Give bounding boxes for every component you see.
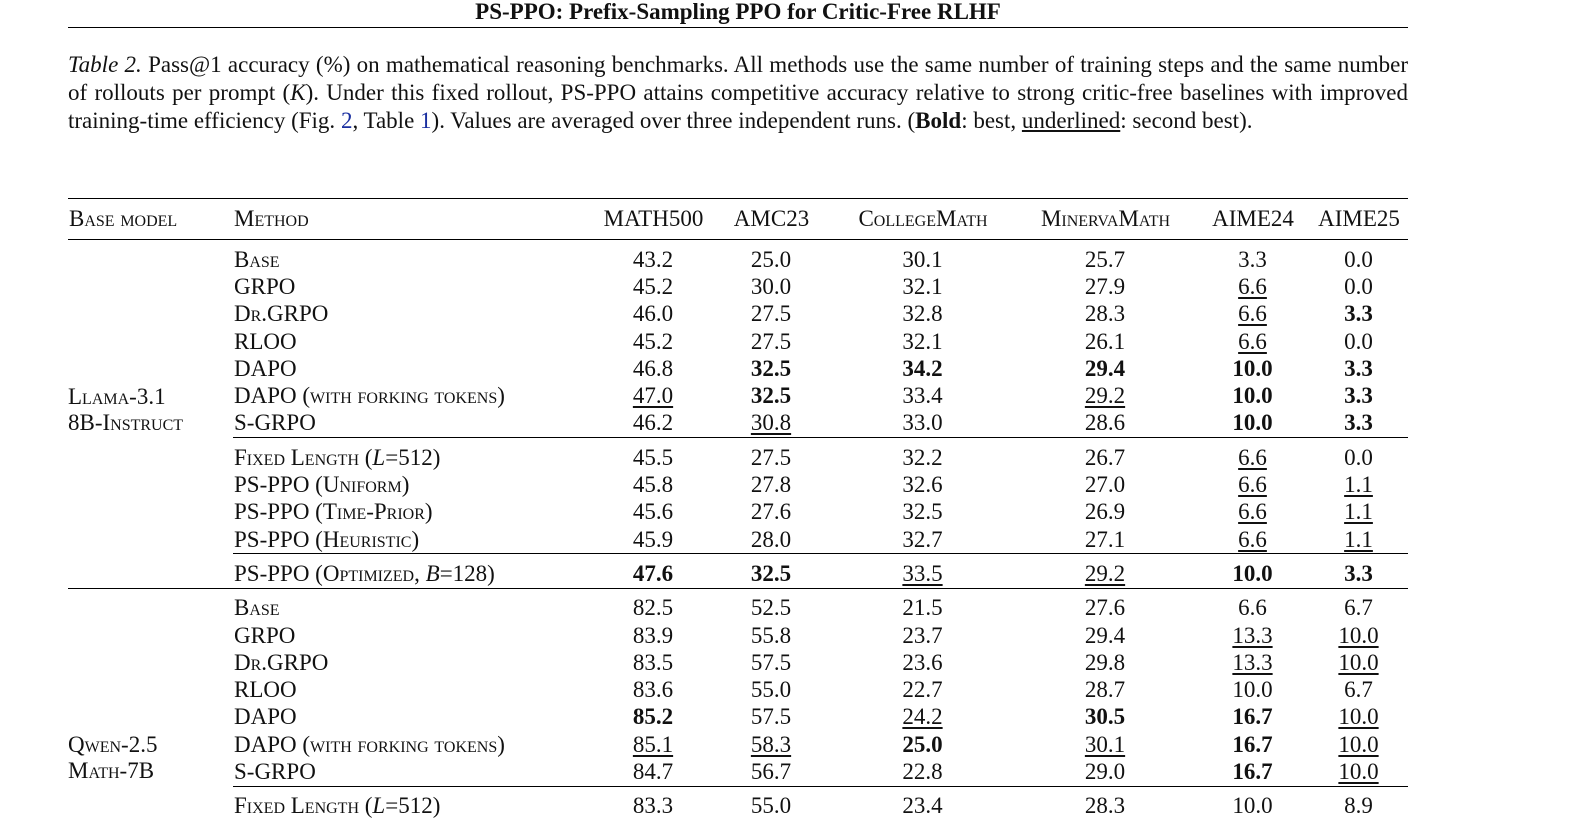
- value-cell: 6.6: [1238, 526, 1267, 552]
- value-cell: 83.6: [632, 677, 674, 703]
- value-cell: 3.3: [1309, 554, 1408, 588]
- value-cell: 3.3: [1344, 383, 1373, 409]
- table-row: [68, 786, 1408, 820]
- value-cell: 25.0: [902, 731, 943, 757]
- value-cell: 16.7: [1232, 704, 1273, 730]
- value-cell: 10.0: [1232, 410, 1273, 436]
- method-cell: DAPO (with forking tokens): [234, 383, 505, 409]
- method-cell: DAPO (with forking tokens): [234, 731, 505, 757]
- value-cell: 6.7: [1344, 677, 1373, 703]
- column-header: CollegeMath: [858, 206, 988, 231]
- table-row: [68, 554, 1408, 588]
- method-cell: RLOO: [234, 677, 297, 703]
- value-cell: 10.0: [1338, 649, 1379, 675]
- value-cell: 32.6: [902, 472, 943, 498]
- value-cell: 10.0: [1232, 355, 1273, 381]
- value-cell: 46.2: [632, 410, 674, 436]
- value-cell: 30.0: [750, 273, 792, 299]
- table-row: [68, 328, 1408, 355]
- base-model-cell: [68, 240, 233, 438]
- table-row: [68, 410, 1408, 438]
- table-body: [68, 240, 1408, 820]
- value-cell: 27.0: [1084, 472, 1126, 498]
- value-cell: 6.6: [1238, 595, 1267, 621]
- method-cell: PS-PPO (Time-Prior): [234, 499, 433, 525]
- value-cell: 10.0: [1338, 622, 1379, 648]
- value-cell: 3.3: [1344, 301, 1373, 327]
- caption-text: ). Under this fixed rollout, PS-PPO attains competitive accuracy relative to strong critic-free baselines with improved training-time efficiency (Fig.: [68, 80, 1408, 133]
- column-header: Method: [234, 206, 309, 231]
- value-cell: 16.7: [1232, 731, 1273, 757]
- value-cell: 32.1: [902, 273, 943, 299]
- method-cell: PS-PPO (Uniform): [234, 472, 410, 498]
- value-cell: 28.3: [1014, 786, 1196, 820]
- value-cell: 30.1: [1084, 731, 1126, 757]
- value-cell: 21.5: [902, 595, 943, 621]
- value-cell: 30.1: [902, 246, 943, 272]
- value-cell: 32.5: [902, 499, 943, 525]
- value-cell: 23.6: [902, 649, 943, 675]
- table-row: [68, 382, 1408, 409]
- value-cell: 47.0: [632, 383, 674, 409]
- running-head: PS-PPO: Prefix-Sampling PPO for Critic-Free RLHF: [68, 0, 1408, 28]
- method-cell: DAPO: [234, 355, 297, 381]
- caption-k-symbol: K: [290, 80, 306, 105]
- value-cell: 28.7: [1084, 677, 1126, 703]
- method-cell: DAPO: [234, 704, 297, 730]
- table-row: [68, 588, 1408, 622]
- value-cell: 33.5: [831, 554, 1014, 588]
- value-cell: 10.0: [1196, 554, 1309, 588]
- value-cell: 28.3: [1084, 301, 1126, 327]
- value-cell: 29.8: [1084, 649, 1126, 675]
- value-cell: 45.2: [632, 328, 674, 354]
- value-cell: 26.7: [1014, 438, 1196, 472]
- method-cell: PS-PPO (Optimized, B=128): [233, 554, 595, 588]
- value-cell: 27.5: [750, 301, 792, 327]
- method-cell: Dr.GRPO: [234, 301, 329, 327]
- value-cell: 25.0: [750, 246, 792, 272]
- method-cell: Fixed Length (L=512): [233, 438, 595, 472]
- value-cell: 85.1: [632, 731, 674, 757]
- value-cell: 27.8: [750, 472, 792, 498]
- value-cell: 45.6: [632, 499, 674, 525]
- base-model-cell: [68, 786, 233, 820]
- value-cell: 32.5: [750, 383, 792, 409]
- table-row: [68, 622, 1408, 649]
- value-cell: 29.2: [1084, 383, 1126, 409]
- method-cell: S-GRPO: [234, 758, 316, 784]
- caption-text: : best,: [961, 108, 1022, 133]
- value-cell: 6.6: [1238, 499, 1267, 525]
- value-cell: 30.5: [1084, 704, 1126, 730]
- value-cell: 32.8: [902, 301, 943, 327]
- value-cell: 32.5: [750, 355, 792, 381]
- value-cell: 27.5: [750, 328, 792, 354]
- value-cell: 29.0: [1084, 758, 1126, 784]
- value-cell: 3.3: [1238, 246, 1267, 272]
- value-cell: 45.2: [632, 273, 674, 299]
- value-cell: 27.9: [1084, 273, 1126, 299]
- value-cell: 0.0: [1344, 273, 1373, 299]
- value-cell: 1.1: [1344, 499, 1373, 525]
- value-cell: 32.1: [902, 328, 943, 354]
- value-cell: 55.8: [750, 622, 792, 648]
- value-cell: 29.2: [1014, 554, 1196, 588]
- base-model-cell: [68, 438, 233, 554]
- base-model-variant: Math-7B: [68, 758, 155, 784]
- value-cell: 10.0: [1196, 786, 1309, 820]
- method-cell: Dr.GRPO: [234, 649, 329, 675]
- caption-text: ). Values are averaged over three independent runs. (: [431, 108, 916, 133]
- value-cell: 55.0: [711, 786, 831, 820]
- value-cell: 3.3: [1344, 410, 1373, 436]
- method-cell: PS-PPO (Heuristic): [234, 526, 420, 552]
- value-cell: 16.7: [1232, 758, 1273, 784]
- value-cell: 25.7: [1084, 246, 1126, 272]
- column-header: AMC23: [733, 206, 810, 231]
- column-header: AIME25: [1318, 206, 1400, 231]
- caption-underlined-word: underlined: [1021, 108, 1121, 133]
- value-cell: 34.2: [902, 355, 943, 381]
- table-row: [68, 649, 1408, 676]
- value-cell: 3.3: [1344, 355, 1373, 381]
- value-cell: 23.4: [831, 786, 1014, 820]
- table-row: [68, 355, 1408, 382]
- value-cell: 46.8: [632, 355, 674, 381]
- value-cell: 45.9: [632, 526, 674, 552]
- table-row: [68, 758, 1408, 786]
- header-row: [68, 199, 1408, 240]
- caption-label: Table 2.: [68, 52, 142, 77]
- column-header: AIME24: [1212, 206, 1294, 231]
- value-cell: 84.7: [632, 758, 674, 784]
- value-cell: 27.6: [750, 499, 792, 525]
- value-cell: 8.9: [1309, 786, 1408, 820]
- value-cell: 0.0: [1344, 328, 1373, 354]
- value-cell: 6.6: [1238, 301, 1267, 327]
- value-cell: 83.3: [595, 786, 711, 820]
- table-row: [68, 731, 1408, 758]
- value-cell: 1.1: [1344, 526, 1373, 552]
- caption-bold-word: Bold: [915, 108, 962, 133]
- value-cell: 27.5: [711, 438, 831, 472]
- value-cell: 0.0: [1344, 246, 1373, 272]
- column-header: MinervaMath: [1040, 206, 1171, 231]
- table-row: [68, 301, 1408, 328]
- method-cell: Fixed Length (L=512): [233, 786, 595, 820]
- table-row: [68, 526, 1408, 554]
- value-cell: 27.1: [1084, 526, 1126, 552]
- table-row: [68, 704, 1408, 731]
- table-row: [68, 499, 1408, 526]
- value-cell: 10.0: [1338, 731, 1379, 757]
- value-cell: 24.2: [902, 704, 943, 730]
- table-link[interactable]: 1: [420, 108, 432, 133]
- value-cell: 58.3: [750, 731, 792, 757]
- value-cell: 55.0: [750, 677, 792, 703]
- value-cell: 56.7: [750, 758, 792, 784]
- method-cell: GRPO: [234, 273, 296, 299]
- value-cell: 52.5: [750, 595, 792, 621]
- value-cell: 27.6: [1084, 595, 1126, 621]
- value-cell: 26.9: [1084, 499, 1126, 525]
- value-cell: 6.6: [1238, 472, 1267, 498]
- base-model-name: Qwen-2.5: [68, 732, 158, 758]
- value-cell: 45.8: [632, 472, 674, 498]
- caption-text: : second best).: [1120, 108, 1253, 133]
- caption-text: , Table: [352, 108, 421, 133]
- method-cell: RLOO: [234, 328, 297, 354]
- base-model-cell: [68, 588, 233, 786]
- value-cell: 26.1: [1084, 328, 1126, 354]
- value-cell: 33.0: [902, 410, 943, 436]
- value-cell: 0.0: [1309, 438, 1408, 472]
- value-cell: 13.3: [1232, 622, 1273, 648]
- value-cell: 6.6: [1238, 273, 1267, 299]
- value-cell: 23.7: [902, 622, 943, 648]
- table-row: [68, 676, 1408, 703]
- column-header: MATH500: [603, 206, 704, 231]
- value-cell: 6.6: [1196, 438, 1309, 472]
- value-cell: 13.3: [1232, 649, 1273, 675]
- base-model-cell: [68, 554, 233, 588]
- value-cell: 22.7: [902, 677, 943, 703]
- value-cell: 47.6: [595, 554, 711, 588]
- table-row: [68, 438, 1408, 472]
- value-cell: 32.5: [711, 554, 831, 588]
- value-cell: 29.4: [1084, 355, 1126, 381]
- table-row: [68, 471, 1408, 498]
- value-cell: 57.5: [750, 649, 792, 675]
- value-cell: 83.5: [632, 649, 674, 675]
- table-caption: [68, 51, 1408, 135]
- value-cell: 83.9: [632, 622, 674, 648]
- method-cell: S-GRPO: [234, 410, 316, 436]
- value-cell: 10.0: [1232, 383, 1273, 409]
- value-cell: 57.5: [750, 704, 792, 730]
- value-cell: 22.8: [902, 758, 943, 784]
- method-cell: Base: [234, 246, 280, 272]
- value-cell: 10.0: [1232, 677, 1273, 703]
- value-cell: 85.2: [632, 704, 674, 730]
- results-table: [68, 198, 1408, 820]
- value-cell: 46.0: [632, 301, 674, 327]
- value-cell: 10.0: [1338, 704, 1379, 730]
- value-cell: 82.5: [632, 595, 674, 621]
- value-cell: 32.2: [831, 438, 1014, 472]
- caption-text: Pass@1 accuracy (%) on mathematical reasoning benchmarks. All methods use the same number of training steps and the same number of rollouts per prompt (: [68, 52, 1409, 105]
- table-row: [68, 273, 1408, 300]
- value-cell: 29.4: [1084, 622, 1126, 648]
- base-model-variant: 8B-Instruct: [68, 409, 184, 435]
- base-model-name: Llama-3.1: [68, 383, 166, 409]
- method-cell: Base: [234, 595, 280, 621]
- value-cell: 43.2: [632, 246, 674, 272]
- value-cell: 28.6: [1084, 410, 1126, 436]
- value-cell: 30.8: [750, 410, 792, 436]
- value-cell: 28.0: [750, 526, 792, 552]
- value-cell: 6.6: [1238, 328, 1267, 354]
- value-cell: 33.4: [902, 383, 943, 409]
- value-cell: 32.7: [902, 526, 943, 552]
- value-cell: 6.7: [1344, 595, 1373, 621]
- value-cell: 45.5: [595, 438, 711, 472]
- method-cell: GRPO: [234, 622, 296, 648]
- table-row: [68, 240, 1408, 274]
- value-cell: 1.1: [1344, 472, 1373, 498]
- figure-link[interactable]: 2: [340, 108, 353, 133]
- value-cell: 10.0: [1338, 758, 1379, 784]
- column-header: Base model: [69, 206, 178, 231]
